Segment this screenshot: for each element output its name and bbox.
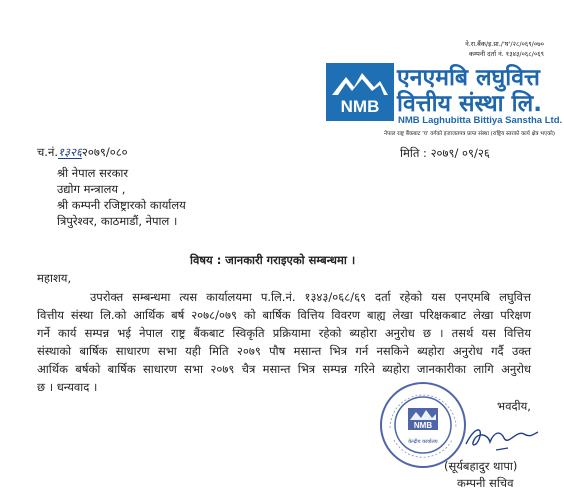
recipient-line-3: श्री कम्पनी रजिष्ट्रारको कार्यालय — [57, 198, 186, 212]
signatory-title: कम्पनी सचिव — [457, 476, 514, 490]
org-name-english: NMB Laghubitta Bittiya Sanstha Ltd. — [398, 115, 563, 126]
letter-subject: विषय : जानकारी गराइएको सम्बन्धमा । — [190, 253, 356, 267]
ref-suffix: २०७९/०८० — [81, 145, 128, 159]
stamp-seal-icon — [378, 380, 468, 470]
salutation: महाशय, — [37, 271, 72, 285]
recipient-line-1: श्री नेपाल सरकार — [57, 166, 129, 180]
ref-prefix: च.नं. — [37, 145, 58, 159]
closing: भवदीय, — [497, 399, 531, 413]
body-line-2: वित्तीय संस्था लि.को आर्थिक बर्ष २०७८/०७९ को बार्षिक वित्तिय विवरण बाह्य लेखा परिक्षकबाट लेखा परिक्षण — [37, 308, 531, 322]
body-line-3: गर्ने कार्य सम्पन्न भई नेपाल राष्ट्र बैंकबाट स्विकृति प्रक्रियामा रहेको ब्यहोरा अनुरोध छ । तसर्थ यस वित्तिय — [37, 326, 531, 340]
svg-text:NMB: NMB — [413, 421, 433, 430]
signature-icon — [460, 418, 540, 456]
body-line-4: संस्थाको बार्षिक साधारण सभा यही मिति २०७९ पौष मसान्त भित्र गर्न नसकिने ब्यहोरा अनुरोध गर्दै उक्त — [37, 344, 531, 358]
logo-text: NMB — [340, 97, 380, 116]
signatory-name: (सूर्यबहादुर थापा) — [444, 459, 518, 473]
company-stamp — [378, 380, 468, 470]
nmb-logo — [326, 63, 394, 121]
ref-handwritten-number: १३२६ — [58, 145, 82, 159]
recipient-line-2: उद्योग मन्त्रालय , — [57, 182, 126, 196]
license-note: नेपाल राष्ट्र बैंकबाट 'घ' वर्गको इजाजतपत्र प्राप्त संस्था (राष्ट्रिय स्तरको कार्य क्षेत्र भएको) — [384, 131, 555, 137]
body-line-5: आर्थिक बर्षको बार्षिक साधारण सभा २०७९ चैत्र मसान्त भित्र सम्पन्न गरिने ब्यहोरा जानकारीका लागि अनुरोध — [37, 362, 531, 376]
body-line-1: उपरोक्त सम्बन्धमा त्यस कार्यालयमा प.लि.नं. १३४३/०६८/६९ दर्ता रहेको यस एनएमबि लघुवित्त — [90, 290, 531, 304]
svg-text:केन्द्रीय कार्यालय: केन्द्रीय कार्यालय — [408, 439, 438, 445]
body-line-6: छ । धन्यवाद । — [37, 380, 98, 394]
registration-ref-line-1: ने.रा.बैंक/इ.प्रा./'घ'/२८/०६९/०७० — [465, 40, 544, 48]
registration-ref-line-2: कम्पनी दर्ता नं. १३४३/०६८/०६९ — [469, 50, 544, 58]
letter-date: मिति : २०७९/ ०९/२६ — [400, 146, 490, 160]
letter-ref-number — [37, 146, 128, 160]
recipient-line-4: त्रिपुरेश्वर, काठमाडौं, नेपाल । — [57, 214, 178, 228]
org-name-nepali-line-1: एनएमबि लघुवित्त — [397, 65, 540, 91]
org-name-nepali-line-2: वित्तीय संस्था लि. — [397, 91, 542, 117]
